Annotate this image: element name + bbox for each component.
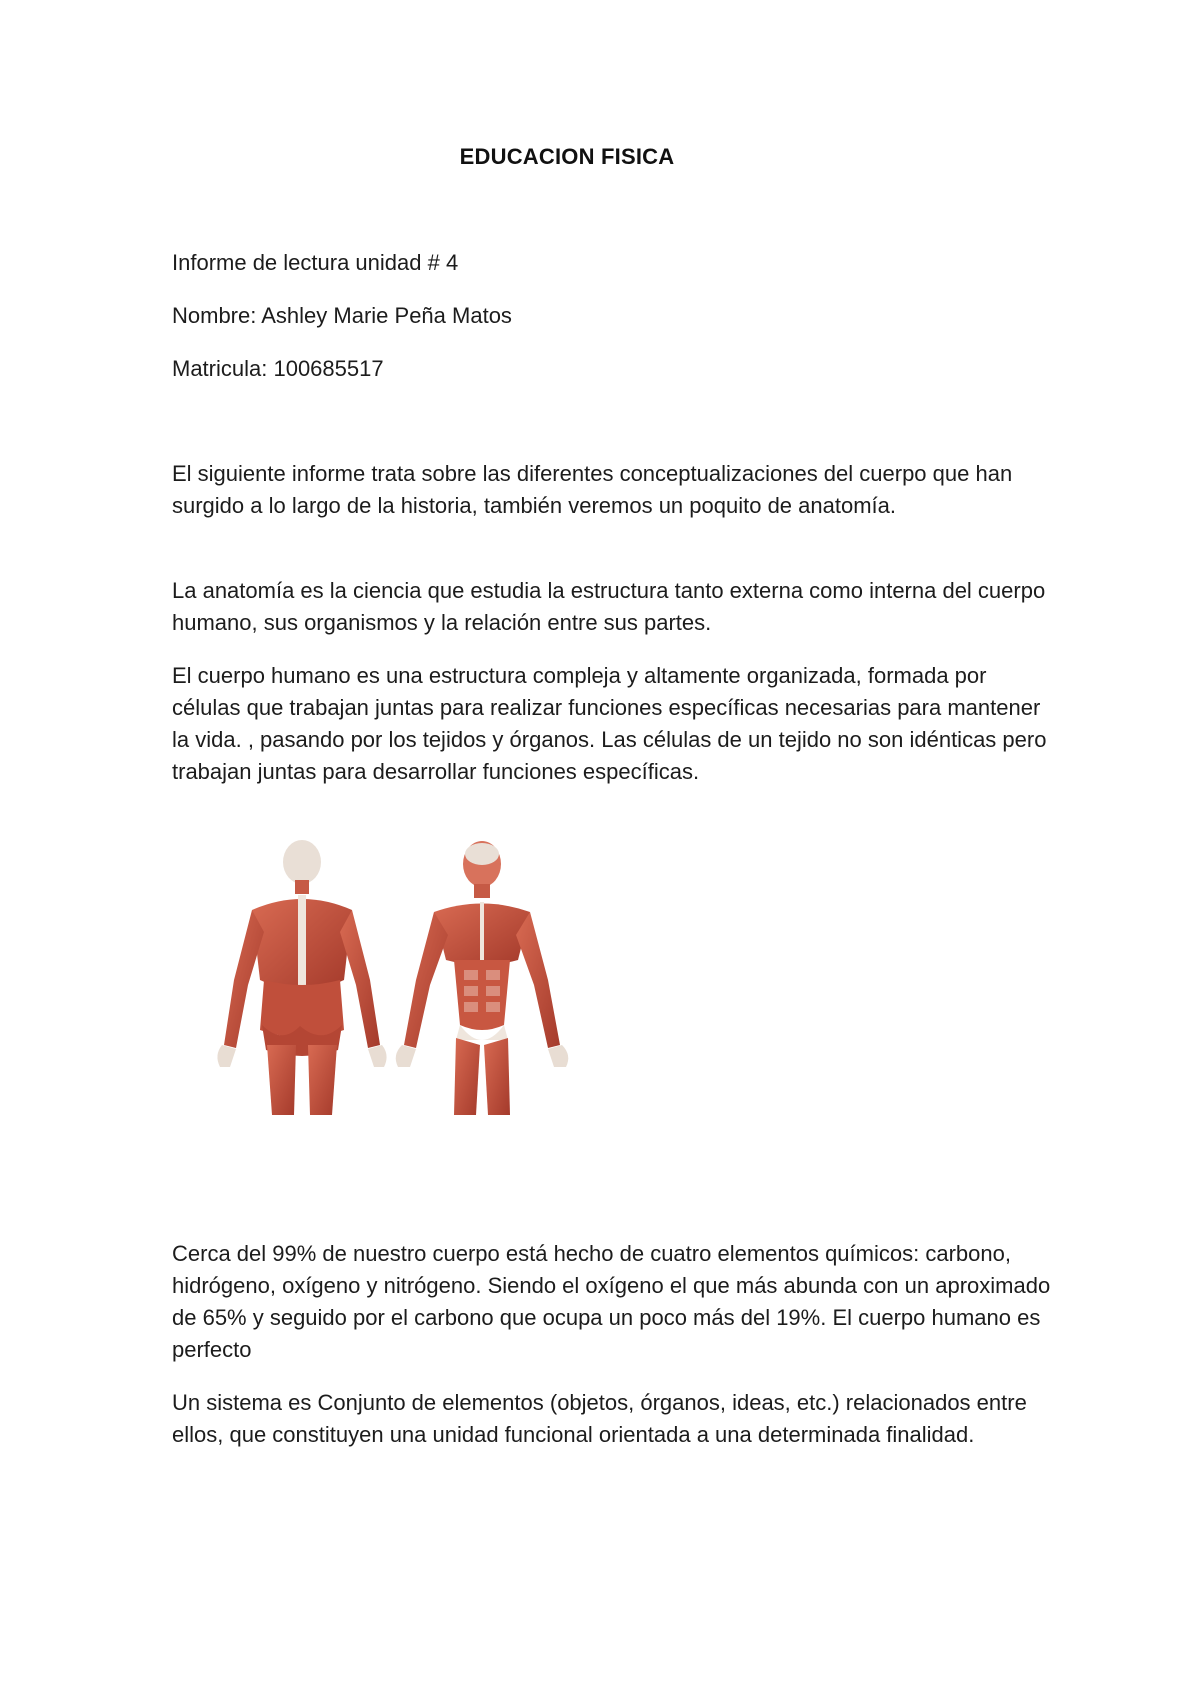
student-name: Nombre: Ashley Marie Peña Matos: [172, 303, 512, 328]
student-id: Matricula: 100685517: [172, 356, 384, 381]
paragraph-intro: El siguiente informe trata sobre las diferentes conceptualizaciones del cuerpo que han surgido a lo largo de la historia, también veremos un poquito de anatomía.: [172, 461, 1013, 518]
paragraph-elements: Cerca del 99% de nuestro cuerpo está hecho de cuatro elementos químicos: carbono, hidrógeno, oxígeno y nitrógeno. Siendo el oxígeno el que más abunda con un aproximado de 65% y seguido por el carbono que ocupa un poco más del 19%. El cuerpo humano es perfecto: [172, 1241, 1051, 1362]
paragraph-system: Un sistema es Conjunto de elementos (objetos, órganos, ideas, etc.) relacionados entre ellos, que constituyen una unidad funcional orientada a una determinada finalidad.: [172, 1390, 1027, 1447]
front-view-figure: [396, 841, 569, 1115]
back-view-figure: [217, 840, 386, 1115]
paragraph-anatomy: La anatomía es la ciencia que estudia la estructura tanto externa como interna del cuerpo humano, sus organismos y la relación entre sus partes.: [172, 578, 1046, 635]
page-title: EDUCACION FISICA: [459, 144, 675, 169]
paragraph-human-body: El cuerpo humano es una estructura compleja y altamente organizada, formada por células que trabajan juntas para realizar funciones específicas necesarias para mantener la vida. , pasando por los tejidos y órganos. Las células de un tejido no son idénticas pero trabajan juntas para desarrollar funciones específicas.: [172, 663, 1047, 784]
report-subtitle: Informe de lectura unidad # 4: [172, 250, 459, 275]
muscle-anatomy-image: [212, 840, 592, 1115]
